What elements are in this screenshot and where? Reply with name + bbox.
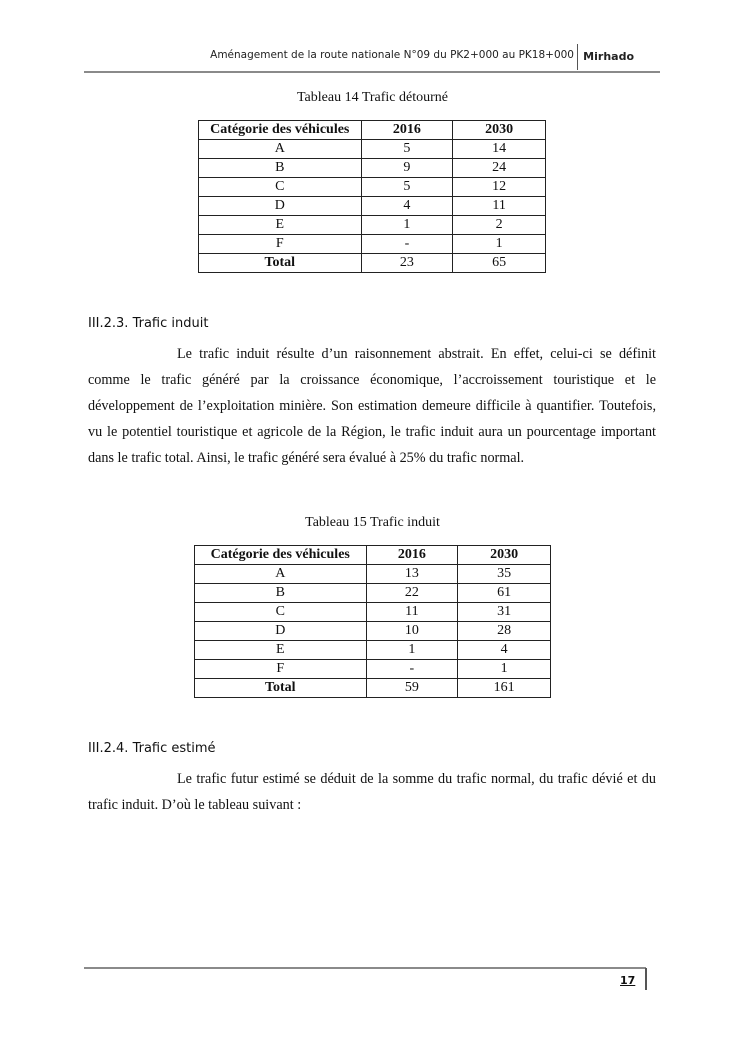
table15-header-2030: 2030 bbox=[458, 546, 551, 565]
table-cell: 1 bbox=[366, 641, 458, 660]
page-header bbox=[84, 44, 660, 72]
table-total-row bbox=[199, 254, 546, 273]
table-row bbox=[195, 603, 551, 622]
table-cell: 31 bbox=[458, 603, 551, 622]
header-title: Aménagement de la route nationale N°09 du PK2+000 au PK18+000 bbox=[210, 49, 574, 61]
table-row bbox=[199, 216, 546, 235]
table-cell: 35 bbox=[458, 565, 551, 584]
table-cell: E bbox=[199, 216, 362, 235]
table-row bbox=[199, 197, 546, 216]
table14-header-category: Catégorie des véhicules bbox=[199, 121, 362, 140]
table-cell: D bbox=[199, 197, 362, 216]
table-cell: 10 bbox=[366, 622, 458, 641]
table-cell: 11 bbox=[453, 197, 546, 216]
footer-separator bbox=[645, 968, 647, 990]
table-cell: A bbox=[199, 140, 362, 159]
table-row bbox=[199, 235, 546, 254]
table-cell: A bbox=[195, 565, 367, 584]
table-cell: 161 bbox=[458, 679, 551, 698]
page-number: 17 bbox=[620, 974, 636, 987]
header-brand: Mirhado bbox=[583, 50, 634, 63]
table15-header-2016: 2016 bbox=[366, 546, 458, 565]
table-cell: 2 bbox=[453, 216, 546, 235]
table15 bbox=[194, 545, 551, 698]
table-cell: 11 bbox=[366, 603, 458, 622]
table-cell: C bbox=[199, 178, 362, 197]
table14 bbox=[198, 120, 546, 273]
table-cell: 1 bbox=[453, 235, 546, 254]
table-row bbox=[199, 178, 546, 197]
table14-header-2016: 2016 bbox=[361, 121, 453, 140]
table-cell: - bbox=[366, 660, 458, 679]
table-cell: F bbox=[195, 660, 367, 679]
table-cell: F bbox=[199, 235, 362, 254]
table-cell: 12 bbox=[453, 178, 546, 197]
table-cell: 9 bbox=[361, 159, 453, 178]
table15-header-row bbox=[195, 546, 551, 565]
table-cell: E bbox=[195, 641, 367, 660]
table-row bbox=[195, 622, 551, 641]
table-cell: 13 bbox=[366, 565, 458, 584]
table-row bbox=[195, 660, 551, 679]
table-cell: 4 bbox=[361, 197, 453, 216]
table-cell: D bbox=[195, 622, 367, 641]
table-cell: B bbox=[199, 159, 362, 178]
table-cell: - bbox=[361, 235, 453, 254]
table-cell: 4 bbox=[458, 641, 551, 660]
table-cell: C bbox=[195, 603, 367, 622]
table-cell: 28 bbox=[458, 622, 551, 641]
table-cell: 22 bbox=[366, 584, 458, 603]
header-rule bbox=[84, 71, 660, 73]
section-heading-trafic-estime: III.2.4. Trafic estimé bbox=[88, 741, 216, 756]
table14-header-2030: 2030 bbox=[453, 121, 546, 140]
table14-caption: Tableau 14 Trafic détourné bbox=[296, 90, 449, 105]
table-cell: 23 bbox=[361, 254, 453, 273]
table-row bbox=[195, 641, 551, 660]
paragraph-trafic-estime: Le trafic futur estimé se déduit de la somme du trafic normal, du trafic dévié et du trafic induit. D’où le tableau suivant : bbox=[88, 771, 656, 813]
table15-caption: Tableau 15 Trafic induit bbox=[305, 515, 440, 530]
table-cell: 65 bbox=[453, 254, 546, 273]
table-row bbox=[199, 140, 546, 159]
table-cell: 1 bbox=[361, 216, 453, 235]
table-cell: 5 bbox=[361, 178, 453, 197]
table-cell: 61 bbox=[458, 584, 551, 603]
table-cell: Total bbox=[195, 679, 367, 698]
table-cell: 24 bbox=[453, 159, 546, 178]
table15-header-category: Catégorie des véhicules bbox=[195, 546, 367, 565]
header-separator bbox=[577, 44, 579, 70]
table-cell: 59 bbox=[366, 679, 458, 698]
table-cell: Total bbox=[199, 254, 362, 273]
table-cell: 5 bbox=[361, 140, 453, 159]
table-total-row bbox=[195, 679, 551, 698]
table-cell: 1 bbox=[458, 660, 551, 679]
footer-rule bbox=[84, 967, 646, 969]
table-row bbox=[195, 584, 551, 603]
table-cell: B bbox=[195, 584, 367, 603]
table-row bbox=[199, 159, 546, 178]
paragraph-trafic-induit: Le trafic induit résulte d’un raisonnement abstrait. En effet, celui-ci se définit comme le trafic généré par la croissance économique, l’accroissement touristique et le développement de l’exploitation minière. Son estimation demeure difficile à quantifier. Toutefois, vu le potentiel touristique et agricole de la Région, le trafic induit aura un pourcentage important dans le trafic total. Ainsi, le trafic généré sera évalué à 25% du trafic normal. bbox=[88, 346, 656, 466]
table-row bbox=[195, 565, 551, 584]
table14-header-row bbox=[199, 121, 546, 140]
table-cell: 14 bbox=[453, 140, 546, 159]
section-heading-trafic-induit: III.2.3. Trafic induit bbox=[88, 316, 209, 331]
